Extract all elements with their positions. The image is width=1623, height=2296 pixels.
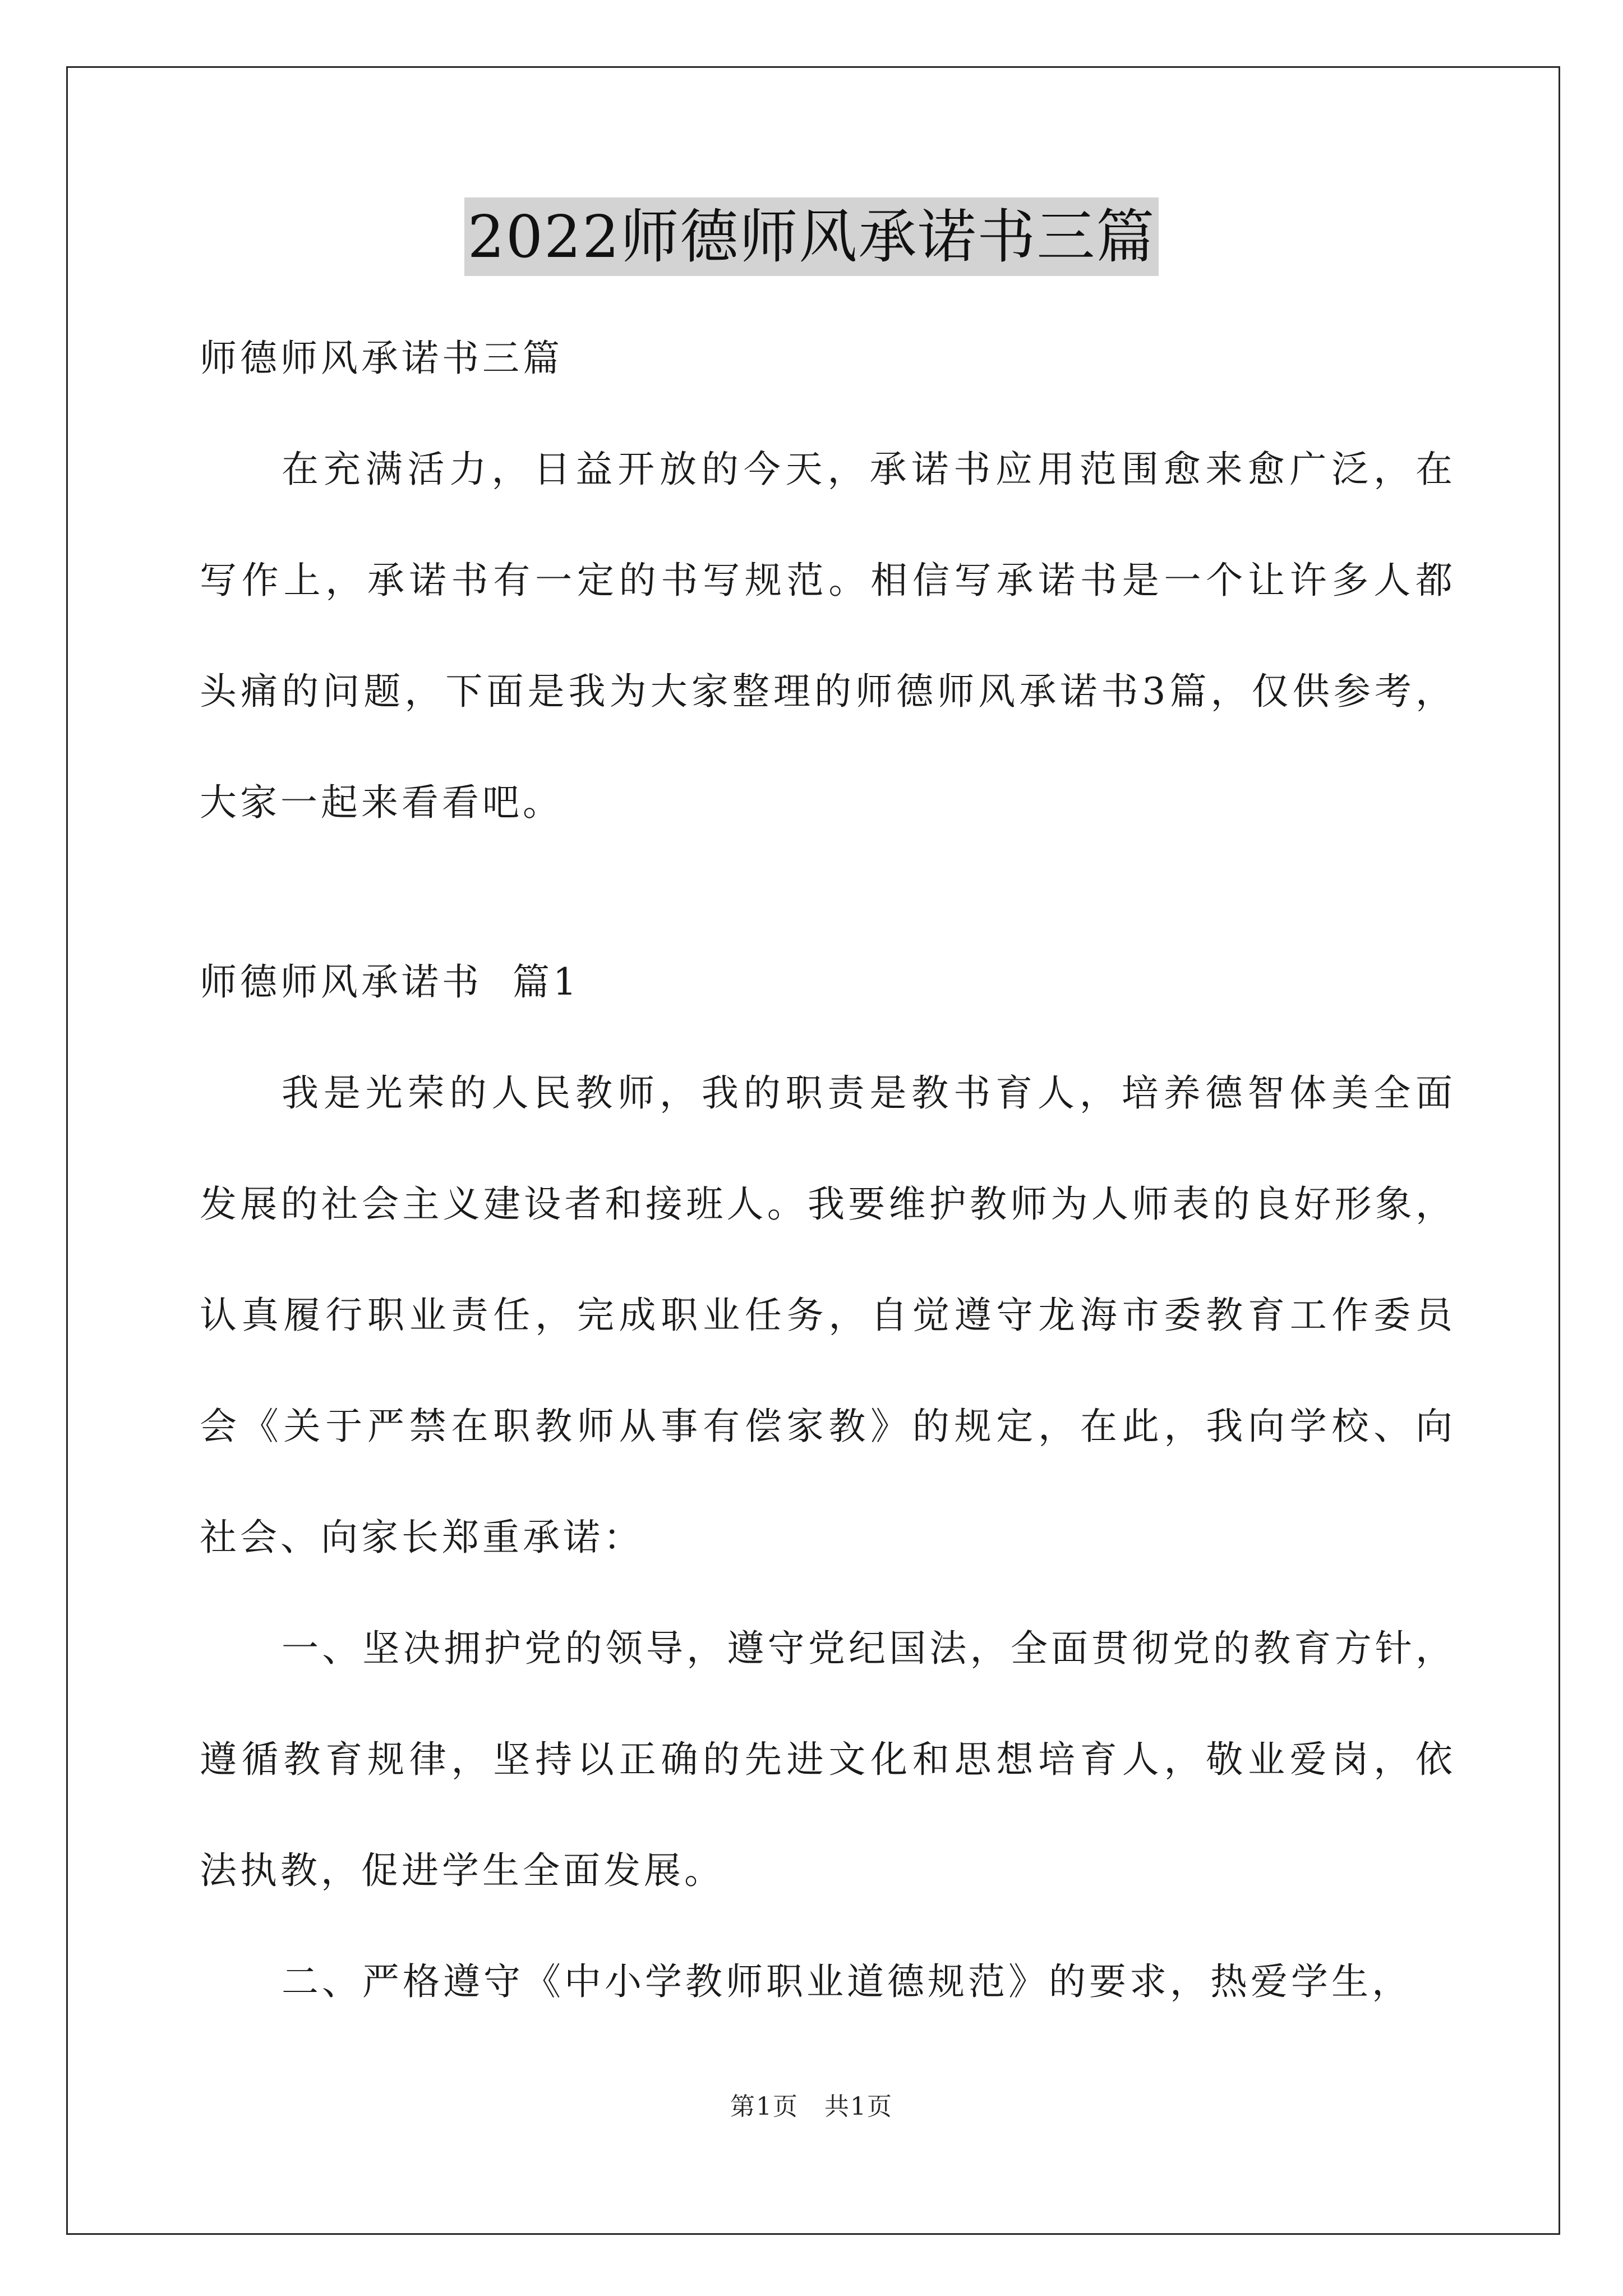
intro-line: 在充满活力，日益开放的今天，承诺书应用范围愈来愈广泛，在 xyxy=(282,448,1456,491)
document-title: 2022师德师风承诺书三篇 xyxy=(464,197,1159,276)
title-container xyxy=(0,197,1623,276)
page-footer xyxy=(0,2090,1623,2124)
intro-line: 大家一起来看看吧。 xyxy=(200,781,563,824)
paragraph-line: 一、坚决拥护党的领导，遵守党纪国法，全面贯彻党的教育方针， xyxy=(282,1627,1456,1670)
section-heading: 师德师风承诺书 篇1 xyxy=(200,960,580,1004)
paragraph-line: 二、严格遵守《中小学教师职业道德规范》的要求，热爱学生， xyxy=(282,1960,1412,2003)
paragraph-line: 发展的社会主义建设者和接班人。我要维护教师为人师表的良好形象， xyxy=(200,1182,1456,1226)
document-subtitle: 师德师风承诺书三篇 xyxy=(200,337,563,380)
paragraph-line: 认真履行职业责任，完成职业任务，自觉遵守龙海市委教育工作委员 xyxy=(200,1294,1456,1337)
paragraph-line: 我是光荣的人民教师，我的职责是教书育人，培养德智体美全面 xyxy=(282,1071,1456,1115)
paragraph-line: 会《关于严禁在职教师从事有偿家教》的规定，在此，我向学校、向 xyxy=(200,1405,1456,1448)
paragraph-line: 遵循教育规律，坚持以正确的先进文化和思想培育人，敬业爱岗，依 xyxy=(200,1738,1456,1781)
paragraph-line: 社会、向家长郑重承诺： xyxy=(200,1516,644,1559)
page-total: 共1页 xyxy=(824,2092,893,2121)
intro-line: 头痛的问题，下面是我为大家整理的师德师风承诺书3篇，仅供参考， xyxy=(200,670,1456,713)
document-body xyxy=(200,303,1456,2037)
section-gap xyxy=(200,858,1456,927)
paragraph-line: 法执教，促进学生全面发展。 xyxy=(200,1849,725,1892)
page-number: 第1页 xyxy=(730,2092,799,2121)
intro-line: 写作上，承诺书有一定的书写规范。相信写承诺书是一个让许多人都 xyxy=(200,559,1456,602)
